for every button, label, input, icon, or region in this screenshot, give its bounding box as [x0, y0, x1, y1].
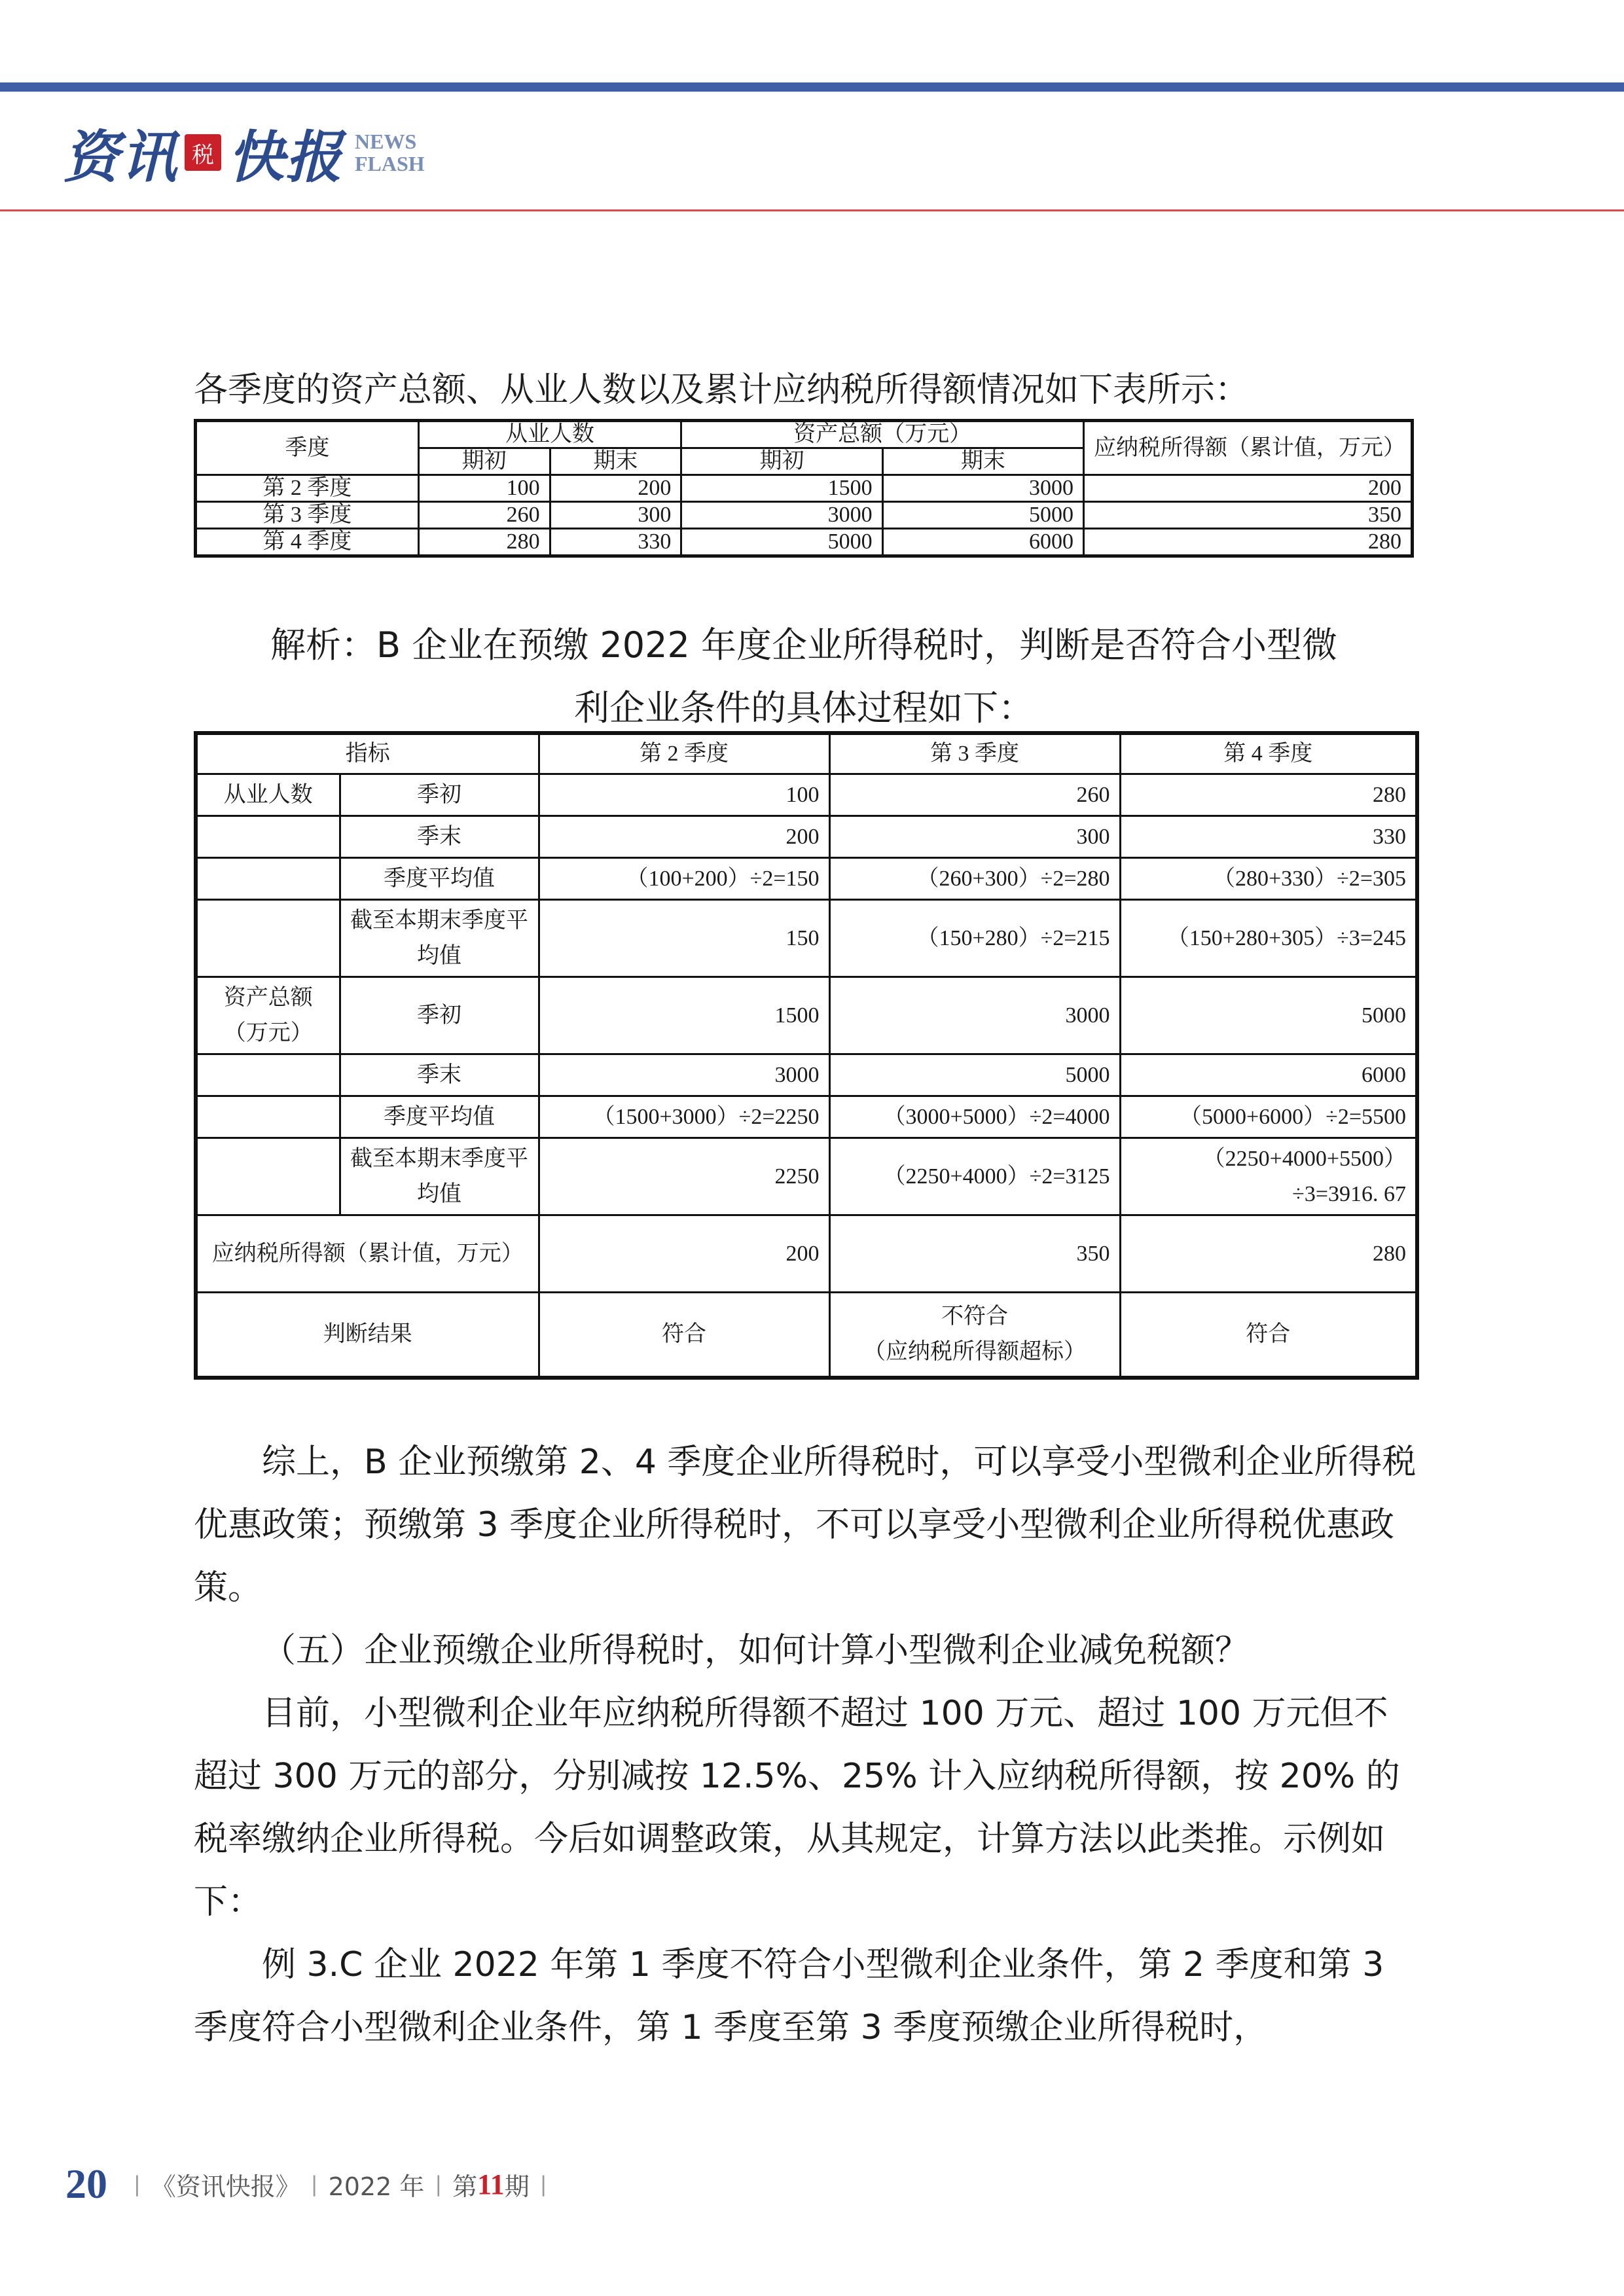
header-staff: 从业人数	[418, 421, 681, 448]
page-number: 20	[65, 2161, 107, 2207]
table-row	[196, 977, 1417, 1054]
sub-staff-end: 期末	[550, 448, 681, 475]
cell-value: （5000+6000）÷2=5500	[1120, 1096, 1417, 1138]
cell-value: （150+280）÷2=215	[829, 900, 1120, 977]
table-row	[196, 1096, 1417, 1138]
cell-value: 2250	[539, 1138, 829, 1215]
seal-logo: 税	[185, 134, 221, 171]
cell-value: 3000	[829, 977, 1120, 1054]
cell-assets-end: 5000	[882, 502, 1083, 529]
paragraph-summary: 综上，B 企业预缴第 2、4 季度企业所得税时，可以享受小型微利企业所得税优惠政策；预缴第 3 季度企业所得税时，不可以享受小型微利企业所得税优惠政策。	[194, 1443, 1416, 1607]
footer-separator: |	[310, 2172, 318, 2197]
cell-value: 260	[829, 774, 1120, 816]
cell-staff-end: 300	[550, 502, 681, 529]
issue-suffix: 期	[504, 2172, 530, 2201]
result-q2: 符合	[539, 1293, 829, 1378]
table-header-row	[196, 421, 1413, 448]
footer-separator: |	[134, 2172, 141, 2197]
table-row	[196, 529, 1413, 556]
table-row	[196, 475, 1413, 502]
label-avg: 季度平均值	[340, 1096, 539, 1138]
cell-value: （100+200）÷2=150	[539, 858, 829, 900]
body-text	[194, 1431, 1418, 2059]
publication-name: 《资讯快报》	[151, 2172, 300, 2201]
quarterly-data-table	[194, 419, 1414, 558]
cell-assets-end: 3000	[882, 475, 1083, 502]
cell-value: 280	[1120, 1215, 1417, 1293]
cell-value: 200	[539, 816, 829, 858]
group-blank	[196, 1138, 340, 1215]
masthead	[63, 110, 425, 195]
analysis-line2: 利企业条件的具体过程如下：	[574, 687, 1034, 728]
cell-assets-start: 5000	[681, 529, 882, 556]
cell-value: 280	[1120, 774, 1417, 816]
label-start: 季初	[340, 977, 539, 1054]
brand-title-part1: 资讯	[63, 124, 178, 190]
header-income: 应纳税所得额（累计值，万元）	[1084, 421, 1413, 475]
table-header-row	[196, 733, 1417, 774]
result-q3	[829, 1293, 1120, 1378]
cell-income: 350	[1084, 502, 1413, 529]
group-blank	[196, 858, 340, 900]
cell-value: 1500	[539, 977, 829, 1054]
sub-staff-start: 期初	[418, 448, 550, 475]
issue-prefix: 第	[452, 2172, 478, 2201]
cell-staff-start: 100	[418, 475, 550, 502]
table-row	[196, 1215, 1417, 1293]
label-end: 季末	[340, 816, 539, 858]
cell-staff-end: 330	[550, 529, 681, 556]
flash-line2: FLASH	[355, 152, 425, 175]
cell-value: 5000	[1120, 977, 1417, 1054]
header-quarter: 季度	[196, 421, 419, 475]
cell-value: （150+280+305）÷3=245	[1120, 900, 1417, 977]
header-q4: 第 4 季度	[1120, 733, 1417, 774]
cell-value: （2250+4000）÷2=3125	[829, 1138, 1120, 1215]
qualification-table	[194, 731, 1419, 1380]
news-flash-label	[355, 130, 425, 175]
cell-value: 300	[829, 816, 1120, 858]
cell-value: （2250+4000+5500）÷3=3916. 67	[1120, 1138, 1417, 1215]
cell-staff-end: 200	[550, 475, 681, 502]
brand-title-part2: 快报	[228, 124, 343, 190]
result-q3-note: （应纳税所得额超标）	[863, 1339, 1086, 1364]
cell-value: （1500+3000）÷2=2250	[539, 1096, 829, 1138]
group-staff: 从业人数	[196, 774, 340, 816]
group-blank	[196, 900, 340, 977]
paragraph-example: 例 3.C 企业 2022 年第 1 季度不符合小型微利企业条件，第 2 季度和第 3 季度符合小型微利企业条件，第 1 季度至第 3 季度预缴企业所得税时，	[194, 1945, 1384, 2047]
cell-value: 330	[1120, 816, 1417, 858]
cell-value: 5000	[829, 1054, 1120, 1096]
publication-year: 2022 年	[328, 2172, 425, 2201]
label-start: 季初	[340, 774, 539, 816]
table-row	[196, 858, 1417, 900]
sub-assets-end: 期末	[882, 448, 1083, 475]
header-assets: 资产总额（万元）	[681, 421, 1084, 448]
cell-assets-end: 6000	[882, 529, 1083, 556]
cell-value: 100	[539, 774, 829, 816]
page-footer	[65, 2160, 558, 2208]
group-blank	[196, 1096, 340, 1138]
table-row	[196, 502, 1413, 529]
section-heading: （五）企业预缴企业所得税时，如何计算小型微利企业减免税额？	[262, 1631, 1250, 1670]
table-row	[196, 900, 1417, 977]
top-color-bar	[0, 82, 1624, 92]
table-row	[196, 1054, 1417, 1096]
cell-quarter: 第 2 季度	[196, 475, 419, 502]
header-divider	[0, 209, 1624, 211]
table-row	[196, 774, 1417, 816]
header-q2: 第 2 季度	[539, 733, 829, 774]
cell-value: 200	[539, 1215, 829, 1293]
table-row	[196, 1293, 1417, 1378]
analysis-line1: 解析：B 企业在预缴 2022 年度企业所得税时，判断是否符合小型微	[270, 624, 1337, 666]
cell-income: 200	[1084, 475, 1413, 502]
footer-separator: |	[539, 2172, 547, 2197]
group-blank	[196, 1054, 340, 1096]
paragraph-policy: 目前，小型微利企业年应纳税所得额不超过 100 万元、超过 100 万元但不超过 300 万元的部分，分别减按 12.5%、25% 计入应纳税所得额，按 20% 的税率缴纳企业所得税。今后如调整政策，从其规定，计算方法以此类推。示例如下：	[194, 1694, 1400, 1922]
label-result: 判断结果	[196, 1293, 539, 1378]
header-indicator: 指标	[196, 733, 539, 774]
group-blank	[196, 816, 340, 858]
label-avg: 季度平均值	[340, 858, 539, 900]
cell-quarter: 第 3 季度	[196, 502, 419, 529]
flash-line1: NEWS	[355, 130, 417, 153]
cell-assets-start: 1500	[681, 475, 882, 502]
cell-staff-start: 260	[418, 502, 550, 529]
label-cum: 截至本期末季度平均值	[340, 1138, 539, 1215]
sub-assets-start: 期初	[681, 448, 882, 475]
cell-value: （280+330）÷2=305	[1120, 858, 1417, 900]
cell-value: 350	[829, 1215, 1120, 1293]
label-end: 季末	[340, 1054, 539, 1096]
label-income: 应纳税所得额（累计值，万元）	[196, 1215, 539, 1293]
cell-staff-start: 280	[418, 529, 550, 556]
analysis-heading	[194, 614, 1414, 740]
cell-value: 6000	[1120, 1054, 1417, 1096]
cell-value: （3000+5000）÷2=4000	[829, 1096, 1120, 1138]
table-row	[196, 1138, 1417, 1215]
result-q4: 符合	[1120, 1293, 1417, 1378]
label-cum: 截至本期末季度平均值	[340, 900, 539, 977]
intro-text: 各季度的资产总额、从业人数以及累计应纳税所得额情况如下表所示：	[194, 370, 1250, 410]
footer-separator: |	[435, 2172, 442, 2197]
header-q3: 第 3 季度	[829, 733, 1120, 774]
group-assets: 资产总额（万元）	[196, 977, 340, 1054]
cell-value: 150	[539, 900, 829, 977]
cell-quarter: 第 4 季度	[196, 529, 419, 556]
result-q3-main: 不符合	[941, 1304, 1008, 1329]
cell-assets-start: 3000	[681, 502, 882, 529]
cell-income: 280	[1084, 529, 1413, 556]
table-row	[196, 816, 1417, 858]
cell-value: （260+300）÷2=280	[829, 858, 1120, 900]
issue-number: 11	[477, 2168, 505, 2200]
cell-value: 3000	[539, 1054, 829, 1096]
